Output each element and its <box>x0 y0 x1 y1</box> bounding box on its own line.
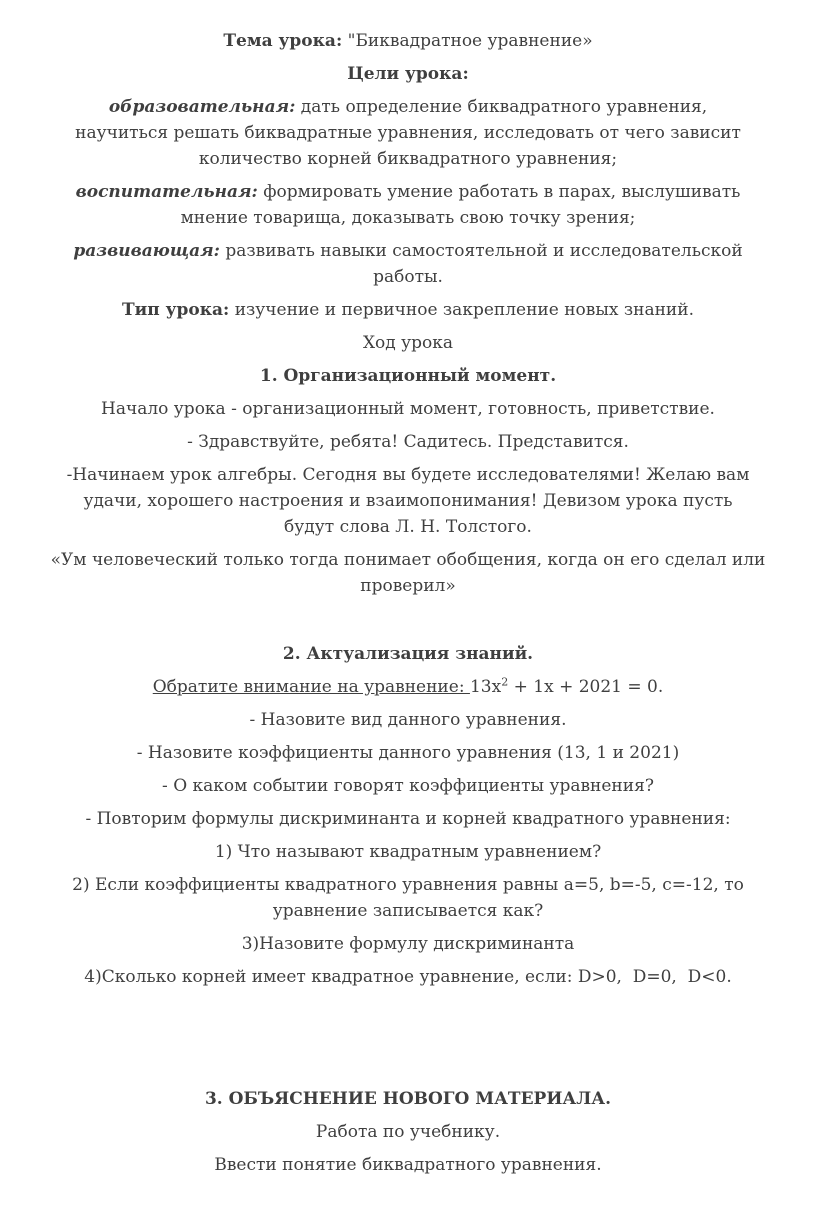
goal-upbringing-text: формировать умение работать в парах, выслушивать мнение товарища, доказывать свою точку зрения; <box>180 182 741 228</box>
goal-upbringing <box>62 179 754 231</box>
section-3-paragraph-concept: Ввести понятие биквадратного уравнения. <box>214 1155 602 1175</box>
lesson-goals-heading: Цели урока: <box>347 64 469 84</box>
section-2-item-kind: - Назовите вид данного уравнения. <box>249 710 567 730</box>
lesson-type-text: изучение и первичное закрепление новых знаний. <box>229 300 694 320</box>
goal-upbringing-label: воспитательная: <box>75 182 258 202</box>
section-1-paragraph-intro: -Начинаем урок алгебры. Сегодня вы будете исследователями! Желаю вам удачи, хорошего настроения и взаимопонимания! Девизом урока пусть будут слова Л. Н. Толстого. <box>66 465 750 537</box>
section-3-heading: 3. ОБЪЯСНЕНИЕ НОВОГО МАТЕРИАЛА. <box>204 1089 612 1109</box>
goal-educational-text: дать определение биквадратного уравнения, научиться решать биквадратные уравнения, исследовать от чего зависит количество корней биквадратного уравнения; <box>75 97 741 169</box>
section-2-heading: 2. Актуализация знаний. <box>282 644 534 664</box>
section-2-question-4: 4)Сколько корней имеет квадратное уравнение, если: D>0, D=0, D<0. <box>84 967 732 987</box>
section-2-question-1: 1) Что называют квадратным уравнением? <box>214 842 602 862</box>
equation-pre: 13x <box>469 677 502 697</box>
tolstoy-quote: «Ум человеческий только тогда понимает обобщения, когда он его сделал или проверил» <box>50 550 766 596</box>
goal-developing <box>62 238 754 290</box>
section-2-question-2: 2) Если коэффициенты квадратного уравнения равны a=5, b=-5, c=-12, то уравнение записывается как? <box>72 875 744 921</box>
goal-developing-label: развивающая: <box>73 241 220 261</box>
lesson-topic <box>62 28 754 54</box>
lesson-type-label: Тип урока: <box>122 300 230 320</box>
section-2-item-coefficients: - Назовите коэффициенты данного уравнения (13, 1 и 2021) <box>136 743 680 763</box>
section-2-item-formulas: - Повторим формулы дискриминанта и корней квадратного уравнения: <box>85 809 731 829</box>
lesson-course-heading: Ход урока <box>362 333 454 353</box>
lesson-topic-text: "Биквадратное уравнение» <box>342 31 593 51</box>
equation-exponent: 2 <box>501 675 509 689</box>
section-2-item-event: - О каком событии говорят коэффициенты уравнения? <box>162 776 654 796</box>
section-2-question-3: 3)Назовите формулу дискриминанта <box>241 934 575 954</box>
equation-post: + 1x + 2021 = 0. <box>508 677 664 697</box>
goal-educational <box>62 94 754 172</box>
lesson-type <box>62 297 754 323</box>
section-3-paragraph-textbook: Работа по учебнику. <box>315 1122 501 1142</box>
section-1-heading: 1. Организационный момент. <box>259 366 557 386</box>
goal-developing-text: развивать навыки самостоятельной и исследовательской работы. <box>219 241 743 287</box>
section-1-paragraph-start: Начало урока - организационный момент, готовность, приветствие. <box>101 399 715 419</box>
section-1-paragraph-greeting: - Здравствуйте, ребята! Садитесь. Представится. <box>187 432 629 452</box>
goal-educational-label: образовательная: <box>108 97 296 117</box>
equation-label: Обратите внимание на уравнение: <box>152 677 470 697</box>
lesson-topic-label: Тема урока: <box>223 31 343 51</box>
equation-line <box>62 674 754 700</box>
